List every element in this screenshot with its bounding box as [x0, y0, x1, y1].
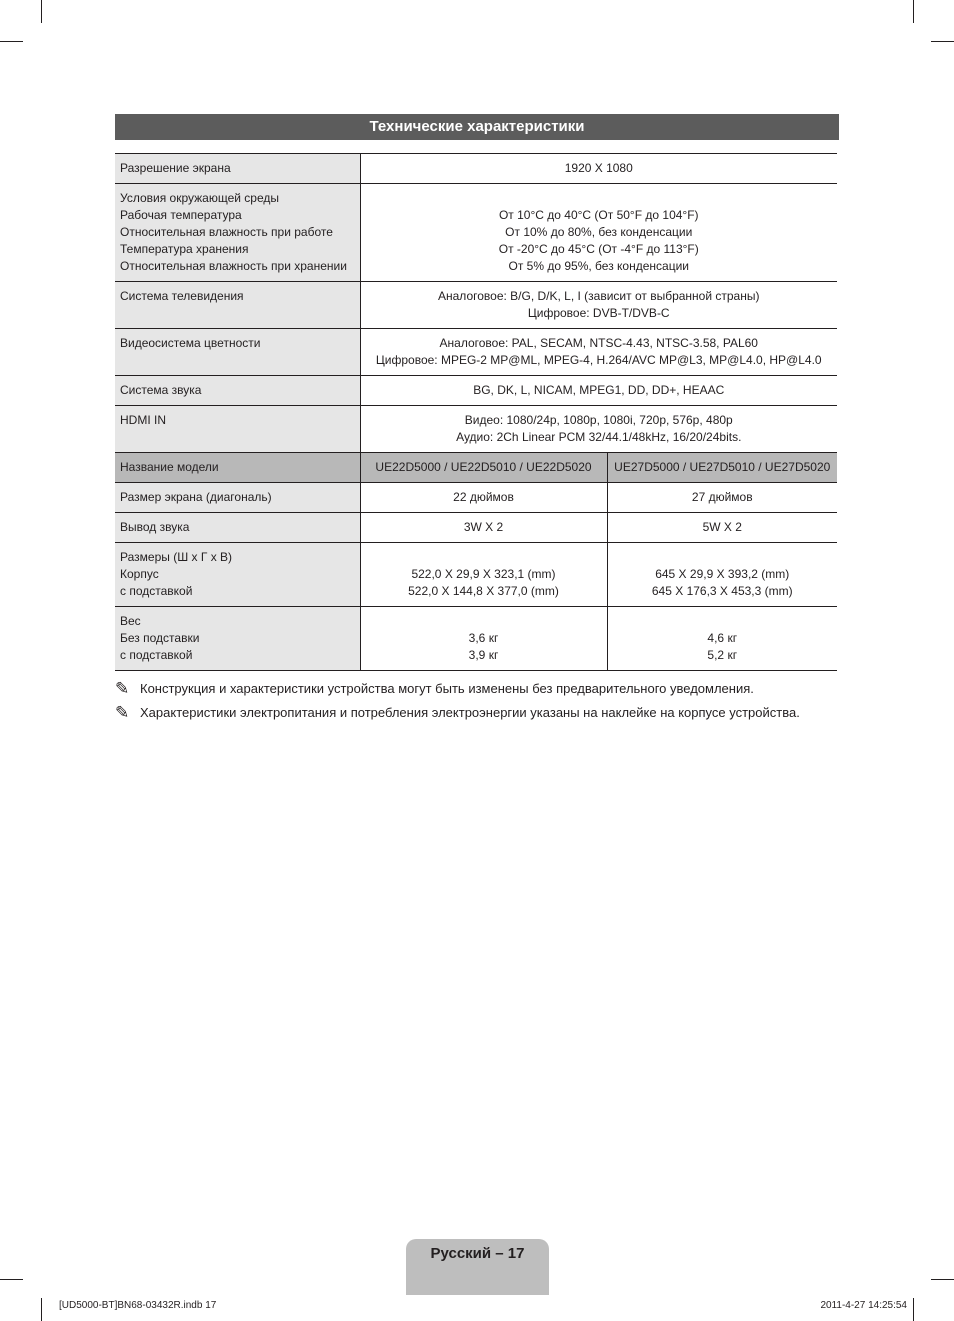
spec-value-line: 3,6 кг [468, 631, 499, 645]
model-spec-row [115, 543, 837, 607]
spec-value-line: От 10% до 80%, без конденсации [505, 225, 693, 239]
model-value-col-1 [360, 607, 607, 671]
spec-label [115, 483, 360, 513]
model-value-col-1 [360, 483, 607, 513]
model-spec-row [115, 513, 837, 543]
crop-mark [41, 1298, 42, 1321]
spec-value-line: От 5% до 95%, без конденсации [508, 259, 689, 273]
spec-label-line: Условия окружающей среды [120, 191, 279, 205]
model-col-1: UE22D5000 / UE22D5010 / UE22D5020 [360, 453, 607, 483]
spec-value-line: 645 X 29,9 X 393,2 (mm) [655, 567, 790, 581]
spec-label [115, 513, 360, 543]
spec-value [360, 406, 837, 453]
footer-file-name: [UD5000-BT]BN68-03432R.indb 17 [59, 1300, 217, 1311]
spec-label-line: Относительная влажность при хранении [120, 259, 347, 273]
spec-value-line: Видео: 1080/24p, 1080p, 1080i, 720p, 576p, 480p [464, 413, 733, 427]
spec-label [115, 543, 360, 607]
spec-value-line [363, 549, 605, 566]
spec-row [115, 329, 837, 376]
spec-value-line: Аудио: 2Ch Linear PCM 32/44.1/48kHz, 16/20/24bits. [456, 430, 742, 444]
note [115, 680, 837, 697]
spec-label [115, 154, 360, 184]
spec-label-line: HDMI IN [120, 413, 166, 427]
spec-label-line: Размер экрана (диагональ) [120, 490, 272, 504]
spec-label-line: Видеосистема цветности [120, 336, 261, 350]
spec-label-line: Температура хранения [120, 242, 249, 256]
spec-label-line: с подставкой [120, 648, 193, 662]
crop-mark [931, 41, 954, 42]
spec-value-line [610, 613, 836, 630]
spec-value-line: 645 X 176,3 X 453,3 (mm) [651, 584, 793, 598]
spec-row [115, 282, 837, 329]
model-header-row [115, 453, 837, 483]
spec-value-line [610, 549, 836, 566]
spec-value-line: 5,2 кг [707, 648, 738, 662]
model-spec-row [115, 607, 837, 671]
model-value-col-2 [607, 543, 837, 607]
spec-label-line: Без подставки [120, 631, 200, 645]
spec-label-line: с подставкой [120, 584, 193, 598]
pencil-note-icon: ✎ [115, 703, 130, 722]
spec-value-line: 5W X 2 [702, 520, 742, 534]
spec-value-line: 522,0 X 29,9 X 323,1 (mm) [411, 567, 556, 581]
page-label: Русский – 17 [430, 1245, 525, 1262]
crop-mark [931, 1279, 954, 1280]
spec-label [115, 184, 360, 282]
crop-mark [41, 0, 42, 23]
spec-row [115, 184, 837, 282]
model-label: Название модели [115, 453, 360, 483]
spec-label [115, 406, 360, 453]
spec-value-line: 1920 X 1080 [564, 161, 633, 175]
spec-label [115, 282, 360, 329]
spec-label-line: Вывод звука [120, 520, 190, 534]
spec-label-line: Размеры (Ш x Г x В) [120, 550, 233, 564]
spec-label-line: Система звука [120, 383, 202, 397]
spec-row [115, 154, 837, 184]
note [115, 704, 837, 721]
spec-value [360, 329, 837, 376]
model-value-col-2 [607, 513, 837, 543]
spec-label [115, 329, 360, 376]
spec-table [115, 153, 837, 671]
spec-label-line: Разрешение экрана [120, 161, 231, 175]
spec-value-line: Цифровое: MPEG-2 MP@ML, MPEG-4, H.264/AVC MP@L3, MP@L4.0, HP@L4.0 [375, 353, 822, 367]
spec-value-line: 4,6 кг [707, 631, 738, 645]
model-value-col-1 [360, 513, 607, 543]
spec-label-line: Вес [120, 614, 141, 628]
spec-value-line [363, 613, 605, 630]
model-value-col-1 [360, 543, 607, 607]
spec-label-line: Относительная влажность при работе [120, 225, 333, 239]
spec-label-line: Корпус [120, 567, 159, 581]
page-number-tab [406, 1239, 549, 1295]
model-value-col-2 [607, 607, 837, 671]
spec-value-line: 3W X 2 [463, 520, 504, 534]
footer-timestamp: 2011-4-27 14:25:54 [820, 1300, 907, 1311]
spec-value-line: 522,0 X 144,8 X 377,0 (mm) [408, 584, 559, 598]
section-title: Технические характеристики [115, 114, 839, 140]
spec-value [360, 154, 837, 184]
spec-value-line: От -20°C до 45°C (От -4°F до 113°F) [498, 242, 699, 256]
spec-value [360, 282, 837, 329]
spec-value-line: 27 дюймов [691, 490, 753, 504]
spec-value-line: 3,9 кг [468, 648, 499, 662]
spec-value-line: От 10°C до 40°C (От 50°F до 104°F) [498, 208, 699, 222]
notes [115, 680, 837, 728]
spec-label-line: Рабочая температура [120, 208, 242, 222]
spec-row [115, 376, 837, 406]
model-col-2: UE27D5000 / UE27D5010 / UE27D5020 [607, 453, 837, 483]
pencil-note-icon: ✎ [115, 679, 130, 698]
spec-value [360, 376, 837, 406]
spec-value-line [363, 190, 836, 207]
spec-value-line: Цифровое: DVB-T/DVB-C [527, 306, 670, 320]
spec-label-line: Система телевидения [120, 289, 244, 303]
crop-mark [0, 1279, 23, 1280]
spec-label [115, 376, 360, 406]
crop-mark [0, 41, 23, 42]
crop-mark [913, 1298, 914, 1321]
note-text: Конструкция и характеристики устройства могут быть изменены без предварительного уведомления. [140, 681, 754, 696]
spec-row [115, 406, 837, 453]
note-text: Характеристики электропитания и потребления электроэнергии указаны на наклейке на корпусе устройства. [140, 705, 800, 720]
spec-value [360, 184, 837, 282]
spec-value-line: BG, DK, L, NICAM, MPEG1, DD, DD+, HEAAC [473, 383, 725, 397]
crop-mark [913, 0, 914, 23]
model-value-col-2 [607, 483, 837, 513]
model-spec-row [115, 483, 837, 513]
spec-value-line: 22 дюймов [453, 490, 514, 504]
spec-label [115, 607, 360, 671]
spec-value-line: Аналоговое: PAL, SECAM, NTSC-4.43, NTSC-3.58, PAL60 [439, 336, 758, 350]
spec-value-line: Аналоговое: B/G, D/K, L, I (зависит от выбранной страны) [438, 289, 760, 303]
